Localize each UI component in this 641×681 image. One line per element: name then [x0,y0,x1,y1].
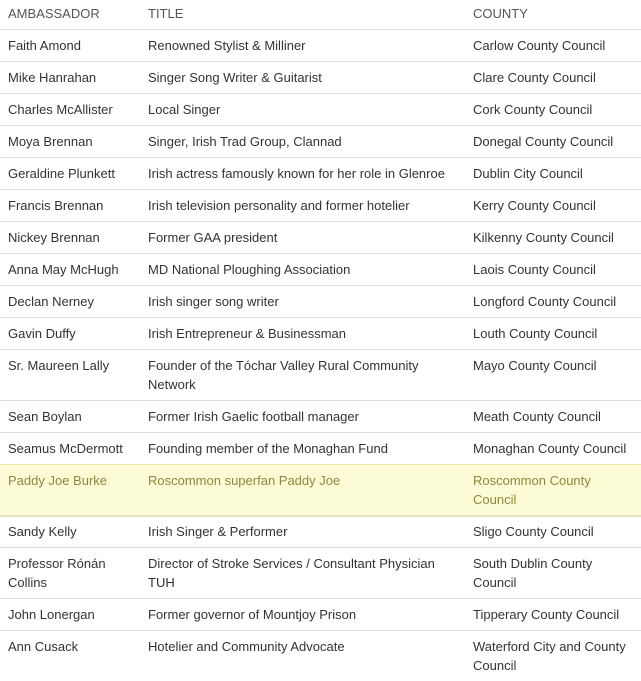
table-row [0,631,641,681]
ambassador-cell: Moya Brennan [0,126,140,158]
title-cell: Irish actress famously known for her role in Glenroe [140,158,465,190]
table-row [0,516,641,548]
ambassador-cell: Francis Brennan [0,190,140,222]
table-row [0,318,641,350]
county-cell: Donegal County Council [465,126,641,158]
table-row [0,433,641,465]
title-cell: Singer Song Writer & Guitarist [140,62,465,94]
ambassador-cell: Geraldine Plunkett [0,158,140,190]
table-row [0,254,641,286]
title-cell: Singer, Irish Trad Group, Clannad [140,126,465,158]
table-row [0,222,641,254]
county-cell: Kilkenny County Council [465,222,641,254]
table-header-row [0,0,641,30]
county-cell: Louth County Council [465,318,641,350]
title-cell: Irish singer song writer [140,286,465,318]
title-cell: Irish Singer & Performer [140,516,465,548]
title-cell: Roscommon superfan Paddy Joe [140,465,465,516]
column-header-title[interactable]: TITLE [140,0,465,30]
title-cell: Founder of the Tóchar Valley Rural Community Network [140,350,465,401]
table-row [0,401,641,433]
title-cell: Former Irish Gaelic football manager [140,401,465,433]
county-cell: Carlow County Council [465,30,641,62]
title-cell: Irish Entrepreneur & Businessman [140,318,465,350]
ambassador-cell: Professor Rónán Collins [0,548,140,599]
ambassador-cell: Mike Hanrahan [0,62,140,94]
title-cell: Hotelier and Community Advocate [140,631,465,681]
ambassador-cell: Ann Cusack [0,631,140,681]
ambassador-cell: Paddy Joe Burke [0,465,140,516]
ambassador-cell: Anna May McHugh [0,254,140,286]
table-row [0,94,641,126]
table-row [0,62,641,94]
county-cell: Cork County Council [465,94,641,126]
table-row [0,599,641,631]
ambassador-cell: Sandy Kelly [0,516,140,548]
ambassador-cell: John Lonergan [0,599,140,631]
title-cell: Renowned Stylist & Milliner [140,30,465,62]
ambassador-cell: Gavin Duffy [0,318,140,350]
ambassador-cell: Sr. Maureen Lally [0,350,140,401]
table-row [0,158,641,190]
title-cell: Director of Stroke Services / Consultant Physician TUH [140,548,465,599]
county-cell: Clare County Council [465,62,641,94]
table-row [0,350,641,401]
table-row [0,30,641,62]
county-cell: Roscommon County Council [465,465,641,516]
ambassador-cell: Seamus McDermott [0,433,140,465]
county-cell: Meath County Council [465,401,641,433]
ambassador-cell: Faith Amond [0,30,140,62]
county-cell: Tipperary County Council [465,599,641,631]
ambassador-cell: Sean Boylan [0,401,140,433]
ambassador-cell: Nickey Brennan [0,222,140,254]
county-cell: Waterford City and County Council [465,631,641,681]
column-header-ambassador[interactable]: AMBASSADOR [0,0,140,30]
county-cell: South Dublin County Council [465,548,641,599]
county-cell: Mayo County Council [465,350,641,401]
column-header-county[interactable]: COUNTY [465,0,641,30]
county-cell: Dublin City Council [465,158,641,190]
title-cell: Local Singer [140,94,465,126]
county-cell: Longford County Council [465,286,641,318]
county-cell: Monaghan County Council [465,433,641,465]
table-row-highlighted [0,465,641,516]
title-cell: Founding member of the Monaghan Fund [140,433,465,465]
title-cell: MD National Ploughing Association [140,254,465,286]
county-cell: Laois County Council [465,254,641,286]
ambassador-cell: Charles McAllister [0,94,140,126]
table-row [0,286,641,318]
title-cell: Irish television personality and former hotelier [140,190,465,222]
title-cell: Former governor of Mountjoy Prison [140,599,465,631]
county-cell: Kerry County Council [465,190,641,222]
table-row [0,548,641,599]
county-cell: Sligo County Council [465,516,641,548]
table-row [0,126,641,158]
title-cell: Former GAA president [140,222,465,254]
table-row [0,190,641,222]
ambassador-cell: Declan Nerney [0,286,140,318]
